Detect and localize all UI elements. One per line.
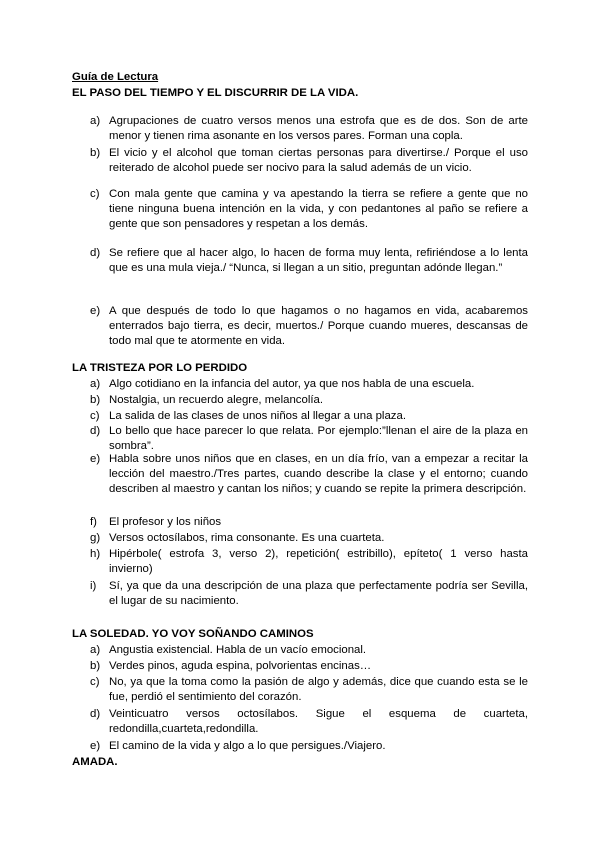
list-item-text: Habla sobre unos niños que en clases, en un día frío, van a empezar a recitar la lección del maestro./Tres partes, cuando describe la clase y el entorno; cuando describen al maestro y cantan los niños; y cuando se repite la primera descripción.	[109, 453, 528, 496]
list-item-text: El camino de la vida y algo a lo que persigues./Viajero.	[109, 740, 386, 752]
list-item-text: A que después de todo lo que hagamos o no hagamos en vida, acabaremos enterrados bajo tierra, es decir, muertos./ Porque cuando mueres, descansas de todo mal que te atormente en vida.	[109, 305, 528, 348]
list-item-label: a)	[90, 378, 101, 390]
list-item	[90, 739, 528, 754]
list-item	[90, 659, 528, 674]
list-item-text: El vicio y el alcohol que toman ciertas personas para divertirse./ Porque el uso reiterado de alcohol puede ser nocivo para la salud además de un vicio.	[109, 147, 528, 175]
list-item	[90, 187, 528, 233]
list-item-label: e)	[90, 305, 101, 317]
list-item-label: d)	[90, 425, 101, 437]
list-item-label: b)	[90, 147, 101, 159]
list-item-text: Lo bello que hace parecer lo que relata. Por ejemplo:”llenan el aire de la plaza en sombra”.	[109, 425, 528, 453]
list-item-text: Veinticuatro versos octosílabos. Sigue el esquema de cuarteta, redondilla,cuarteta,redondilla.	[109, 708, 528, 736]
list-item-text: Agrupaciones de cuatro versos menos una estrofa que es de dos. Son de arte menor y tienen rima asonante en los versos pares. Forman una copla.	[109, 115, 528, 143]
list-item-label: e)	[90, 740, 101, 752]
list-item	[90, 515, 528, 530]
list-item-label: e)	[90, 453, 101, 465]
list-item-text: Hipérbole( estrofa 3, verso 2), repetición( estribillo), epíteto( 1 verso hasta invierno)	[109, 548, 528, 576]
list-item	[90, 304, 528, 350]
document-title: Guía de Lectura	[72, 71, 159, 83]
list-item-text: Algo cotidiano en la infancia del autor, ya que nos habla de una escuela.	[109, 378, 475, 390]
list-item	[90, 531, 528, 546]
list-item-text: Versos octosílabos, rima consonante. Es una cuarteta.	[109, 532, 385, 544]
list-item	[90, 643, 528, 658]
list-item-label: h)	[90, 548, 101, 560]
section-heading-tristeza: LA TRISTEZA POR LO PERDIDO	[72, 362, 248, 374]
list-item-text: Se refiere que al hacer algo, lo hacen de forma muy lenta, refiriéndose a lo lenta que es una mula vieja./ “Nunca, si llegan a un sitio, preguntan adónde llegan.”	[109, 247, 528, 275]
list-item-label: c)	[90, 676, 100, 688]
list-item-label: f)	[90, 516, 97, 528]
list-item-text: El profesor y los niños	[109, 516, 222, 528]
list-item	[90, 146, 528, 176]
list-item-label: b)	[90, 660, 101, 672]
list-item-text: Angustia existencial. Habla de un vacío emocional.	[109, 644, 367, 656]
list-item	[90, 452, 528, 498]
list-item-text: La salida de las clases de unos niños al llegar a una plaza.	[109, 410, 406, 422]
list-item-label: a)	[90, 644, 101, 656]
list-item-label: i)	[90, 580, 97, 592]
section-heading-paso-del-tiempo: EL PASO DEL TIEMPO Y EL DISCURRIR DE LA VIDA.	[72, 87, 359, 99]
section-heading-amada: AMADA.	[72, 756, 118, 768]
list-item	[90, 114, 528, 144]
list-item	[90, 547, 528, 577]
list-item-label: b)	[90, 394, 101, 406]
list-item-text: Verdes pinos, aguda espina, polvorientas encinas…	[109, 660, 372, 672]
list-item-label: c)	[90, 188, 100, 200]
list-item-label: d)	[90, 708, 101, 720]
list-item	[90, 246, 528, 276]
list-item	[90, 675, 528, 705]
list-item	[90, 579, 528, 609]
list-item	[90, 377, 528, 392]
list-item-text: Sí, ya que da una descripción de una plaza que perfectamente podría ser Sevilla, el lugar de su nacimiento.	[109, 580, 528, 608]
list-item	[90, 409, 528, 424]
list-item-text: No, ya que la toma como la pasión de algo y además, dice que cuando esta se le fue, perdió el sentimiento del corazón.	[109, 676, 528, 704]
list-item	[90, 424, 528, 454]
list-item-label: g)	[90, 532, 101, 544]
list-item-label: c)	[90, 410, 100, 422]
list-item-label: d)	[90, 247, 101, 259]
list-item-text: Nostalgia, un recuerdo alegre, melancolía.	[109, 394, 324, 406]
list-item-text: Con mala gente que camina y va apestando la tierra se refiere a gente que no tiene ninguna buena intención en la vida, y con pedantones al paño se refiere a gente que son pensadores y respetan a los demás.	[109, 188, 528, 231]
list-item-label: a)	[90, 115, 101, 127]
section-heading-soledad: LA SOLEDAD. YO VOY SOÑANDO CAMINOS	[72, 628, 314, 640]
list-item	[90, 707, 528, 737]
list-item	[90, 393, 528, 408]
